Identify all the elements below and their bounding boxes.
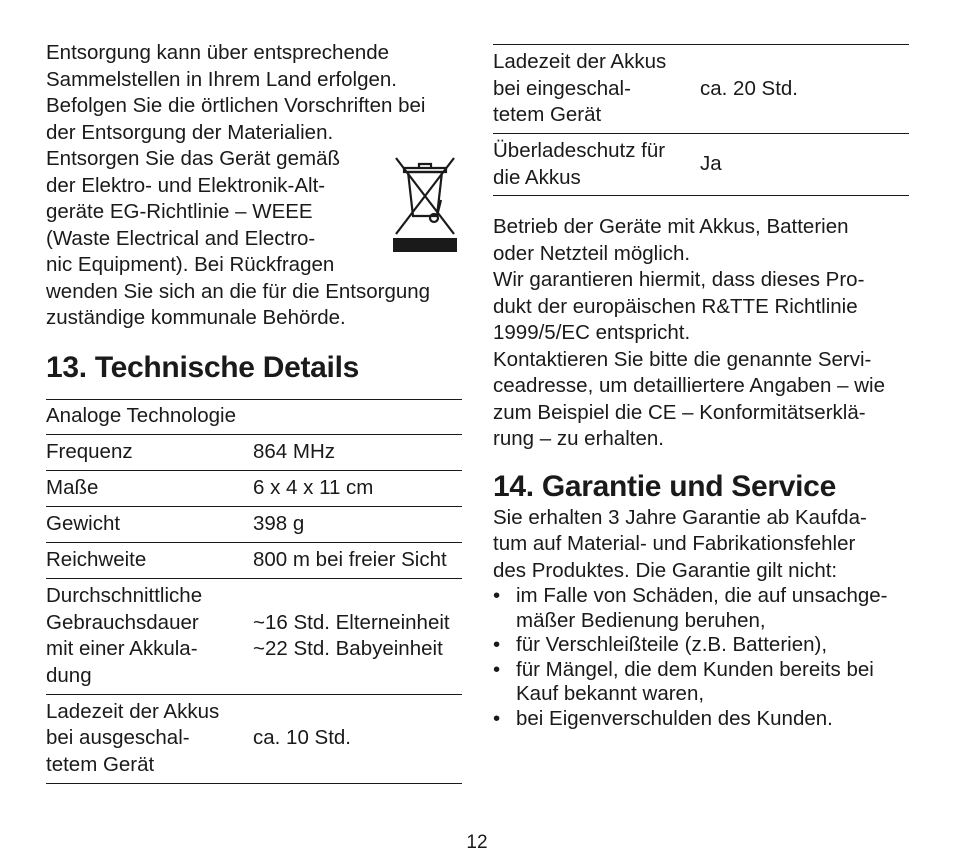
label-line: mit einer Akkula- bbox=[46, 637, 198, 660]
table-row bbox=[493, 45, 909, 134]
text-line: der Entsorgung der Materialien. bbox=[46, 120, 334, 144]
value-line: ~16 Std. Elterneinheit bbox=[253, 610, 450, 634]
table-row bbox=[46, 470, 462, 506]
section-heading-technical-details: 13. Technische Details bbox=[46, 350, 359, 384]
technical-details-table bbox=[46, 400, 462, 784]
label-line: Gebrauchsdauer bbox=[46, 610, 199, 634]
text-line: Betrieb der Geräte mit Akkus, Batterien bbox=[493, 215, 849, 238]
table-row bbox=[46, 506, 462, 542]
text-line: nic Equipment). Bei Rückfragen bbox=[46, 253, 335, 276]
row-label: Reichweite bbox=[46, 542, 253, 578]
row-value: 6 x 4 x 11 cm bbox=[253, 470, 462, 506]
label-line: tetem Gerät bbox=[46, 752, 155, 776]
text-line: tum auf Material- und Fabrikationsfehler bbox=[493, 532, 856, 555]
text-line: Kontaktieren Sie bitte die genannte Servi- bbox=[493, 347, 872, 371]
value-line: ~22 Std. Babyeinheit bbox=[253, 637, 443, 660]
text-line: Kauf bekannt waren, bbox=[516, 682, 705, 705]
label-line: bei ausgeschal- bbox=[46, 726, 190, 750]
text-line: bei Eigenverschulden des Kunden. bbox=[516, 706, 833, 730]
text-line: Sammelstellen in Ihrem Land erfolgen. bbox=[46, 67, 397, 91]
row-label bbox=[46, 578, 253, 694]
section-heading-warranty: 14. Garantie und Service bbox=[493, 469, 836, 503]
table-row bbox=[46, 694, 462, 783]
list-item bbox=[493, 633, 909, 658]
row-value: ca. 20 Std. bbox=[700, 45, 909, 134]
right-column bbox=[493, 0, 909, 731]
text-line: für Verschleißteile (z.B. Batterien), bbox=[516, 633, 828, 656]
text-line: im Falle von Schäden, die auf unsachge- bbox=[516, 584, 888, 607]
row-label: Gewicht bbox=[46, 506, 253, 542]
table-row bbox=[493, 134, 909, 196]
text-line: des Produktes. Die Garantie gilt nicht: bbox=[493, 558, 838, 582]
label-line: Durchschnittliche bbox=[46, 584, 203, 607]
row-label bbox=[46, 694, 253, 783]
table-caption: Analoge Technologie bbox=[46, 400, 462, 435]
text-line: ceadresse, um detailliertere Angaben – wie bbox=[493, 374, 886, 397]
text-line: Entsorgen Sie das Gerät gemäß bbox=[46, 147, 340, 170]
text-line: Befolgen Sie die örtlichen Vorschriften bei bbox=[46, 94, 426, 117]
text-line: zum Beispiel die CE – Konformitätserklä- bbox=[493, 400, 866, 424]
label-line: Ladezeit der Akkus bbox=[493, 50, 667, 74]
warranty-intro bbox=[493, 505, 909, 585]
text-line: Wir garantieren hiermit, dass dieses Pro- bbox=[493, 268, 865, 291]
row-label: Frequenz bbox=[46, 434, 253, 470]
page-number: 12 bbox=[466, 832, 488, 853]
warranty-exclusions-list bbox=[493, 584, 909, 731]
label-line: Ladezeit der Akkus bbox=[46, 699, 220, 723]
row-label bbox=[493, 134, 700, 196]
label-line: tetem Gerät bbox=[493, 103, 602, 127]
text-line: geräte EG-Richtlinie – WEEE bbox=[46, 200, 313, 223]
table-row bbox=[46, 578, 462, 694]
compliance-paragraph bbox=[493, 214, 909, 453]
row-value: ca. 10 Std. bbox=[253, 694, 462, 783]
table-row bbox=[46, 434, 462, 470]
list-item bbox=[493, 584, 909, 633]
text-line: Sie erhalten 3 Jahre Garantie ab Kaufda- bbox=[493, 505, 867, 529]
text-line: 1999/5/EC entspricht. bbox=[493, 321, 691, 344]
left-column bbox=[46, 0, 462, 784]
text-line: zuständige kommunale Behörde. bbox=[46, 306, 346, 329]
technical-details-table-continued bbox=[493, 45, 909, 196]
text-line: für Mängel, die dem Kunden bereits bei bbox=[516, 657, 874, 681]
table-caption-row bbox=[46, 400, 462, 435]
text-line: oder Netzteil möglich. bbox=[493, 241, 691, 265]
row-label: Maße bbox=[46, 470, 253, 506]
text-line: mäßer Bedienung beruhen, bbox=[516, 608, 766, 632]
text-line: Entsorgung kann über entsprechende bbox=[46, 41, 390, 64]
crossed-out-wheelie-bin-icon bbox=[392, 154, 458, 252]
row-value bbox=[253, 578, 462, 694]
row-label bbox=[493, 45, 700, 134]
list-item bbox=[493, 658, 909, 707]
table-row bbox=[46, 542, 462, 578]
row-value: 800 m bei freier Sicht bbox=[253, 542, 462, 578]
label-line: die Akkus bbox=[493, 165, 581, 189]
row-value: 398 g bbox=[253, 506, 462, 542]
label-line: bei eingeschal- bbox=[493, 76, 631, 100]
label-line: Überladeschutz für bbox=[493, 139, 666, 162]
label-line: dung bbox=[46, 663, 92, 687]
list-item bbox=[493, 707, 909, 732]
text-line: wenden Sie sich an die für die Entsorgung bbox=[46, 279, 431, 303]
text-line: dukt der europäischen R&TTE Richtlinie bbox=[493, 294, 858, 318]
text-line: der Elektro- und Elektronik-Alt- bbox=[46, 173, 326, 197]
text-line: rung – zu erhalten. bbox=[493, 427, 664, 450]
row-value: 864 MHz bbox=[253, 434, 462, 470]
text-line: (Waste Electrical and Electro- bbox=[46, 226, 316, 250]
row-value: Ja bbox=[700, 134, 909, 196]
